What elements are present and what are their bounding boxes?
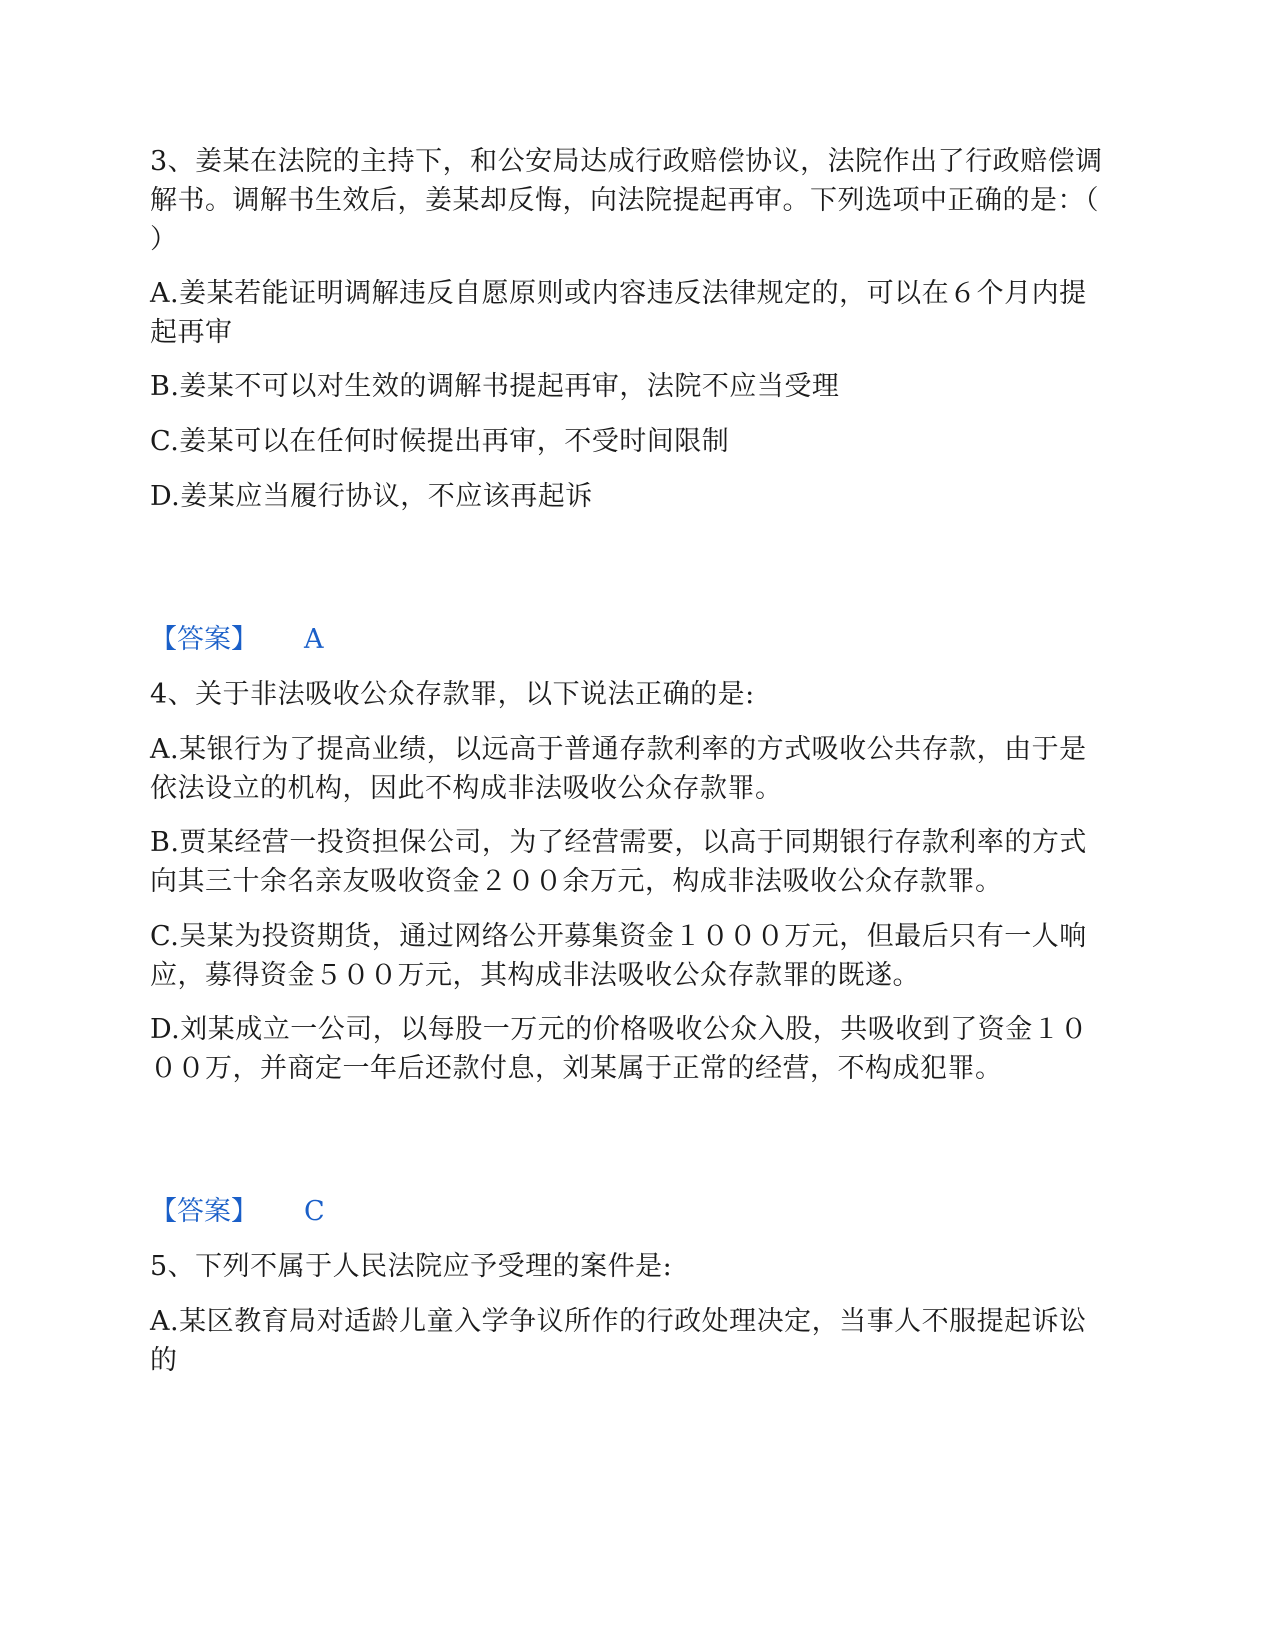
question-3-option-a: A.姜某若能证明调解违反自愿原则或内容违反法律规定的，可以在６个月内提起再审 [150,278,1087,348]
answer-label: 【答案】 [150,624,258,655]
question-5-stem: 5、下列不属于人民法院应予受理的案件是: [150,1251,673,1282]
question-4-stem: 4、关于非法吸收公众存款罪，以下说法正确的是: [150,679,755,710]
question-3-answer [150,620,324,659]
question-3-option-c: C.姜某可以在任何时候提出再审，不受时间限制 [150,426,730,457]
question-3-option-b: B.姜某不可以对生效的调解书提起再审，法院不应当受理 [150,371,840,402]
question-4-option-a: A.某银行为了提高业绩，以远高于普通存款利率的方式吸收公共存款，由于是依法设立的机构，因此不构成非法吸收公众存款罪。 [150,734,1087,804]
answer-label: 【答案】 [150,1196,258,1227]
question-4-answer [150,1192,325,1231]
answer-value: C [304,1196,325,1227]
question-3-option-d: D.姜某应当履行协议，不应该再起诉 [150,481,593,512]
answer-value: A [304,624,324,655]
question-5-option-a: A.某区教育局对适龄儿童入学争议所作的行政处理决定，当事人不服提起诉讼的 [150,1306,1087,1376]
question-4-option-c: C.吴某为投资期货，通过网络公开募集资金１０００万元，但最后只有一人响应，募得资金５００万元，其构成非法吸收公众存款罪的既遂。 [150,921,1087,991]
question-4-option-d: D.刘某成立一公司，以每股一万元的价格吸收公众入股，共吸收到了资金１０００万，并商定一年后还款付息，刘某属于正常的经营，不构成犯罪。 [150,1014,1088,1084]
question-3-stem: 3、姜某在法院的主持下，和公安局达成行政赔偿协议，法院作出了行政赔偿调解书。调解书生效后，姜某却反悔，向法院提起再审。下列选项中正确的是：（ ） [150,146,1103,255]
question-4-option-b: B.贾某经营一投资担保公司，为了经营需要，以高于同期银行存款利率的方式向其三十余名亲友吸收资金２００余万元，构成非法吸收公众存款罪。 [150,827,1087,897]
